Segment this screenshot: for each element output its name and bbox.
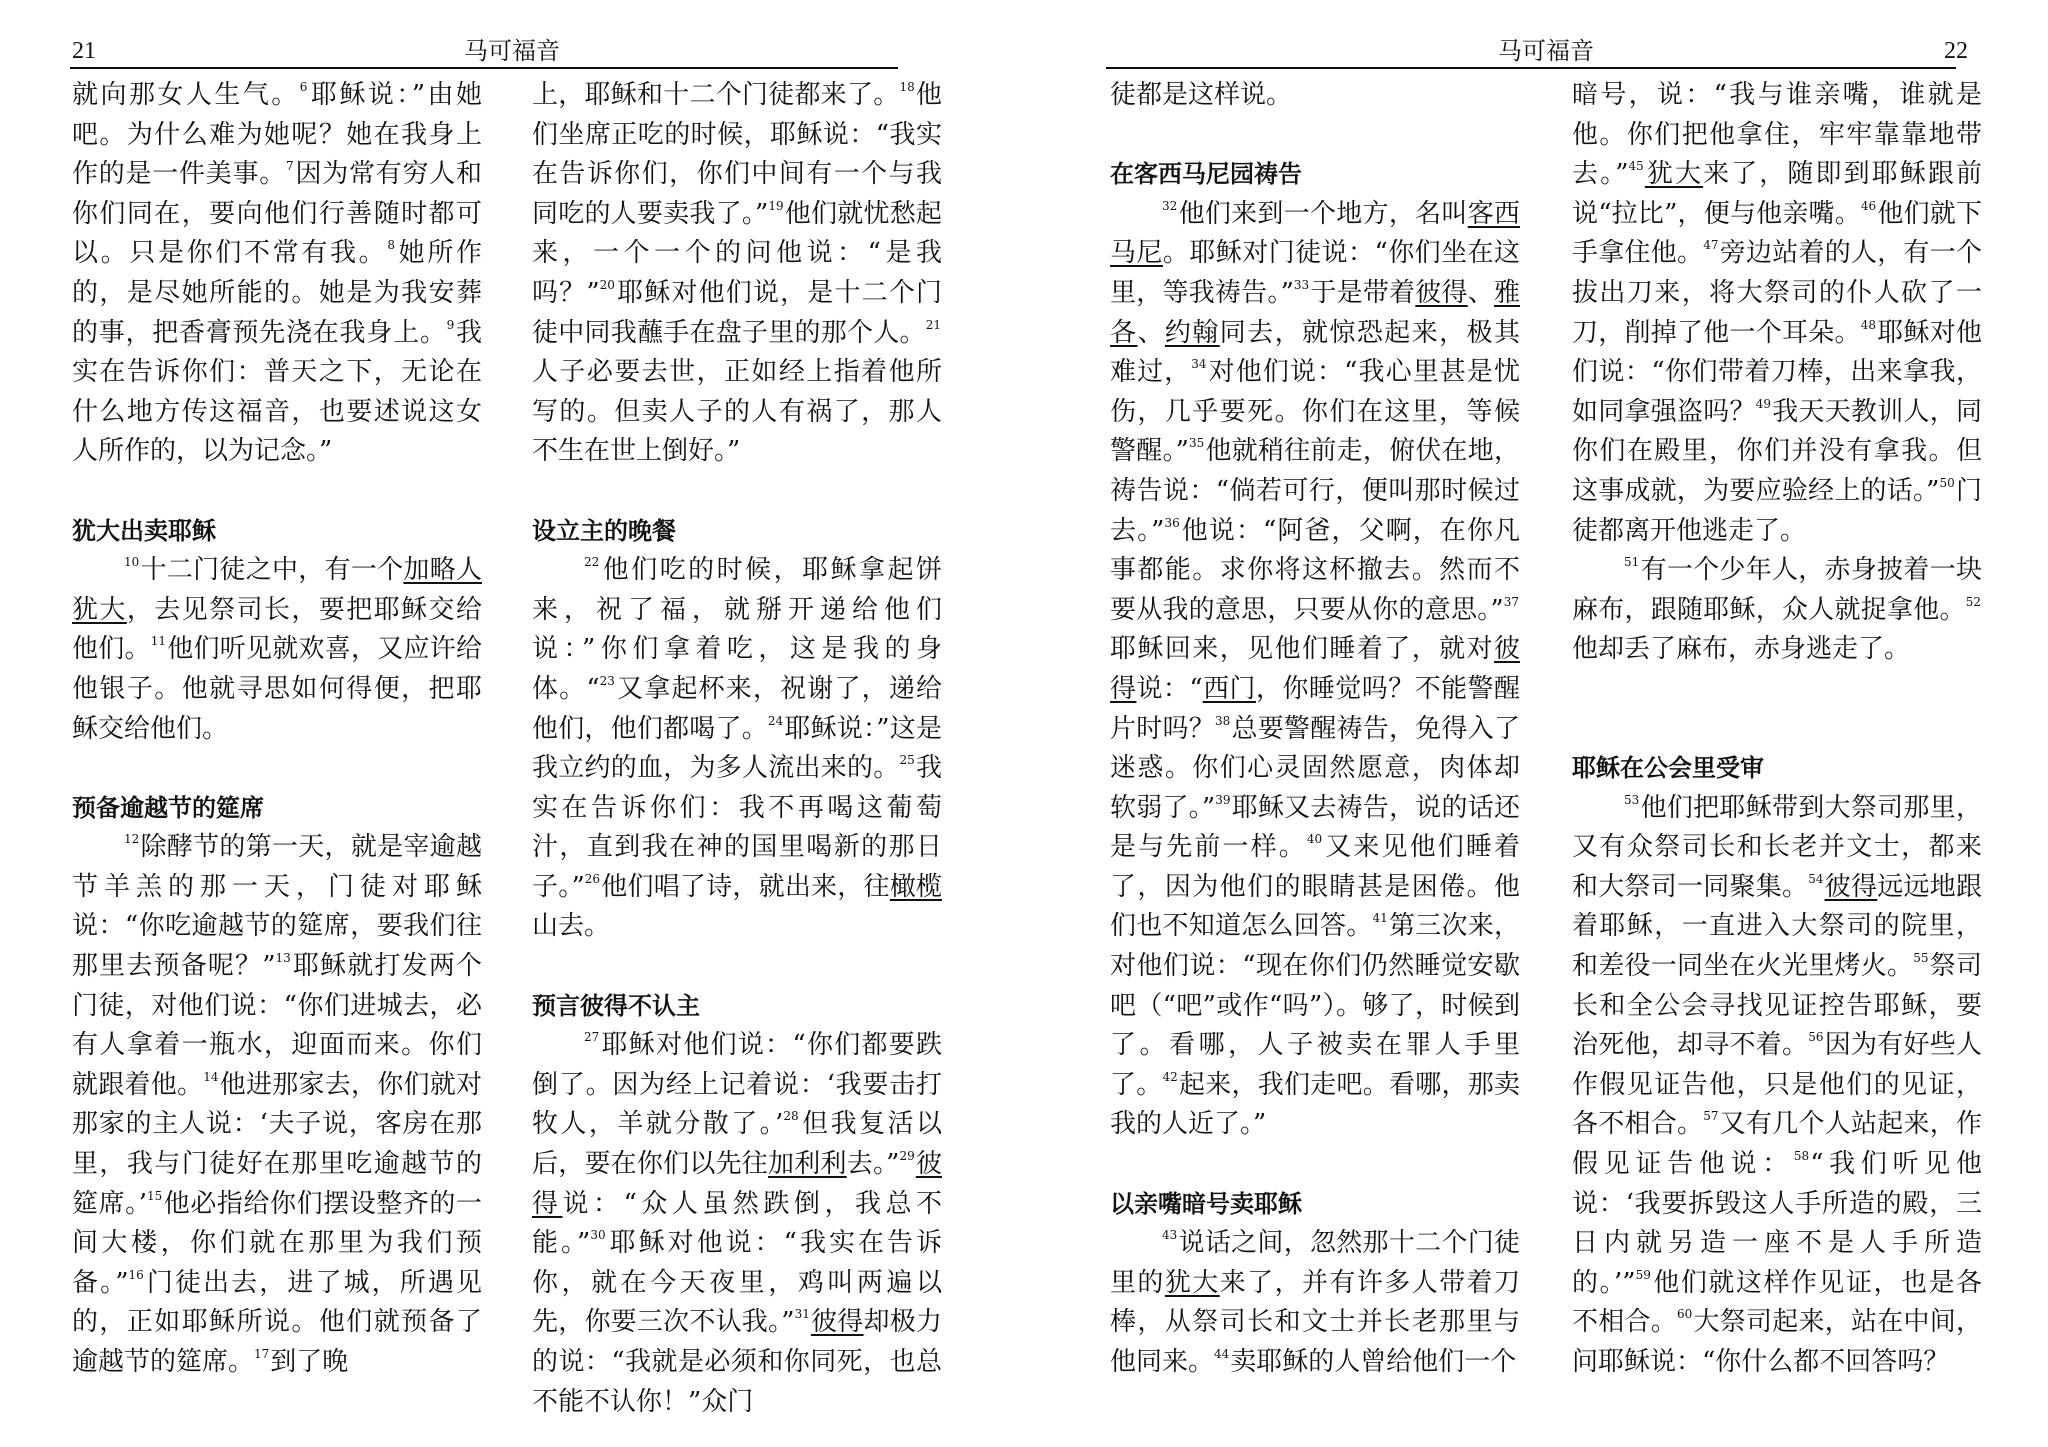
paragraph: $^{12}$除酵节的第一天，就是宰逾越节羊羔的那一天，门徒对耶稣说：“你吃逾越节的筵席，要我们往那里去预备呢？”$^{13}$耶稣就打发两个门徒，对他们说：“你们进城去，必有人拿着一瓶水，迎面而来。你们就跟着他。$^{14}$他进那家去，你们就对那家的主人说：‘夫子说，客房在那里，我与门徒好在那里吃逾越节的筵席。’$^{15}$他必指给你们摆设整齐的一间大楼，你们就在那里为我们预备。”$^{16}$门徒出去，进了城，所遇见的，正如耶稣所说。他们就预备了逾越节的筵席。$^{17}$到了晚 (72, 832, 482, 1377)
person-name: 彼得 (1415, 277, 1468, 308)
person-name: 犹大 (1644, 159, 1704, 190)
running-head: 马可福音 (1498, 37, 1594, 65)
person-name: 雅各 (1110, 277, 1520, 348)
place-name: 橄榄 (889, 871, 942, 902)
section-heading: 在客西马尼园祷告 (1110, 160, 1302, 189)
place-name: 加略人犹大 (72, 555, 482, 625)
paragraph: 徒都是这样说。 (1110, 80, 1293, 110)
paragraph: $^{32}$他们来到一个地方，名叫客西马尼。耶稣对门徒说：“你们坐在这里，等我祷告。”$^{33}$于是带着彼得、雅各、约翰同去，就惊恐起来，极其难过，$^{34}$对他们说：“我心里甚是忧伤，几乎要死。你们在这里，等候警醒。”$^{35}$他就稍往前走，俯伏在地，祷告说：“倘若可行，便叫那时候过去。”$^{36}$他说：“阿爸，父啊，在你凡事都能。求你将这杯撤去。然而不要从我的意思，只要从你的意思。”$^{37}$耶稣回来，见他们睡着了，就对彼得说：“西门，你睡觉吗？不能警醒片时吗？$^{38}$总要警醒祷告，免得入了迷惑。你们心灵固然愿意，肉体却软弱了。”$^{39}$耶稣又去祷告，说的话还是与先前一样。$^{40}$又来见他们睡着了，因为他们的眼睛甚是困倦。他们也不知道怎么回答。$^{41}$第三次来，对他们说：“现在你们仍然睡觉安歇吧（“吧”或作“吗”）。够了，时候到了。看哪，人子被卖在罪人手里了。$^{42}$起来，我们走吧。看哪，那卖我的人近了。” (1110, 198, 1521, 1140)
section-heading: 预言彼得不认主 (532, 991, 700, 1020)
header-rule (70, 67, 898, 69)
person-name: 彼得 (532, 1149, 942, 1219)
paragraph: $^{27}$耶稣对他们说：“你们都要跌倒了。因为经上记着说：‘我要击打牧人，羊就分散了。’$^{28}$但我复活以后，要在你们以先往加利利去。”$^{29}$彼得说：“众人虽然跌倒，我总不能。”$^{30}$耶稣对他说：“我实在告诉你，就在今天夜里，鸡叫两遍以先，你要三次不认我。”$^{31}$彼得却极力的说：“我就是必须和你同死，也总不能不认你！”众门 (532, 1030, 942, 1417)
person-name: 约翰 (1164, 317, 1220, 348)
person-name: 犹大 (1164, 1267, 1220, 1298)
section-heading: 犹大出卖耶稣 (72, 516, 216, 545)
person-name: 彼得 (810, 1307, 864, 1338)
paragraph: $^{43}$说话之间，忽然那十二个门徒里的犹大来了，并有许多人带着刀棒，从祭司长和文士并长老那里与他同来。$^{44}$卖耶稣的人曾给他们一个 (1110, 1228, 1520, 1377)
paragraph: 就向那女人生气。$^6$耶稣说：”由她吧。为什么难为她呢？她在我身上作的是一件美事。$^7$因为常有穷人和你们同在，要向他们行善随时都可以。只是你们不常有我。$^8$她所作的，是尽她所能的。她是为我安葬的事，把香膏预先浇在我身上。$^9$我实在告诉你们：普天之下，无论在什么地方传这福音，也要述说这女人所作的，以为记念。” (72, 80, 482, 467)
paragraph: 暗号，说：“我与谁亲嘴，谁就是他。你们把他拿住，牢牢靠靠地带去。”$^{45}$犹大来了，随即到耶稣跟前说“拉比”，便与他亲嘴。$^{46}$他们就下手拿住他。$^{47}$旁边站着的人，有一个拔出刀来，将大祭司的仆人砍了一刀，削掉了他一个耳朵。$^{48}$耶稣对他们说：“你们带着刀棒，出来拿我，如同拿强盗吗？$^{49}$我天天教训人，同你们在殿里，你们并没有拿我。但这事成就，为要应验经上的话。”$^{50}$门徒都离开他逃走了。 (1572, 80, 1982, 546)
text-column-4 (1572, 76, 1982, 1383)
text-column-3 (1110, 76, 1520, 1383)
running-head: 马可福音 (464, 37, 560, 65)
person-name: 彼得 (1824, 871, 1878, 902)
person-name: 西门 (1202, 673, 1256, 704)
paragraph: $^{53}$他们把耶稣带到大祭司那里，又有众祭司长和长老并文士，都来和大祭司一同聚集。$^{54}$彼得远远地跟着耶稣，一直进入大祭司的院里，和差役一同坐在火光里烤火。$^{55}$祭司长和全公会寻找见证控告耶稣，要治死他，却寻不着。$^{56}$因为有好些人作假见证告他，只是他们的见证，各不相合。$^{57}$又有几个人站起来，作假见证告他说：$^{58}$“我们听见他说：‘我要拆毁这人手所造的殿，三日内就另造一座不是人手所造的。’”$^{59}$他们就这样作见证，也是各不相合。$^{60}$大祭司起来，站在中间，问耶稣说：“你什么都不回答吗？ (1572, 792, 1982, 1377)
page-number: 22 (1944, 38, 1968, 64)
paragraph: $^{10}$十二门徒之中，有一个加略人犹大，去见祭司长，要把耶稣交给他们。$^{11}$他们听见就欢喜，又应许给他银子。他就寻思如何得便，把耶稣交给他们。 (72, 555, 482, 744)
page-number: 21 (72, 38, 96, 64)
person-name: 彼得 (1110, 634, 1520, 704)
right-page (1024, 0, 2048, 1447)
place-name: 客西马尼 (1110, 198, 1520, 269)
text-column-2 (532, 76, 942, 1422)
text-column-1 (72, 76, 482, 1383)
paragraph: 上，耶稣和十二个门徒都来了。$^{18}$他们坐席正吃的时候，耶稣说：“我实在告诉你们，你们中间有一个与我同吃的人要卖我了。”$^{19}$他们就忧愁起来，一个一个的问他说：“是我吗？”$^{20}$耶稣对他们说，是十二个门徒中同我蘸手在盘子里的那个人。$^{21}$人子必要去世，正如经上指着他所写的。但卖人子的人有祸了，那人不生在世上倒好。” (532, 80, 942, 467)
section-heading: 耶稣在公会里受审 (1572, 754, 1764, 783)
section-heading: 预备逾越节的筵席 (72, 793, 264, 822)
place-name: 加利利 (768, 1149, 847, 1180)
section-heading: 以亲嘴暗号卖耶稣 (1110, 1189, 1302, 1218)
header-rule (1106, 67, 1956, 69)
paragraph: $^{51}$有一个少年人，赤身披着一块麻布，跟随耶稣，众人就捉拿他。$^{52}$他却丢了麻布，赤身逃走了。 (1572, 555, 1982, 665)
section-heading: 设立主的晚餐 (532, 516, 676, 545)
paragraph: $^{22}$他们吃的时候，耶稣拿起饼来，祝了福，就掰开递给他们说：”你们拿着吃，这是我的身体。“$^{23}$又拿起杯来，祝谢了，递给他们，他们都喝了。$^{24}$耶稣说：”这是我立约的血，为多人流出来的。$^{25}$我实在告诉你们：我不再喝这葡萄汁，直到我在神的国里喝新的那日子。”$^{26}$他们唱了诗，就出来，往橄榄山去。 (532, 555, 942, 942)
